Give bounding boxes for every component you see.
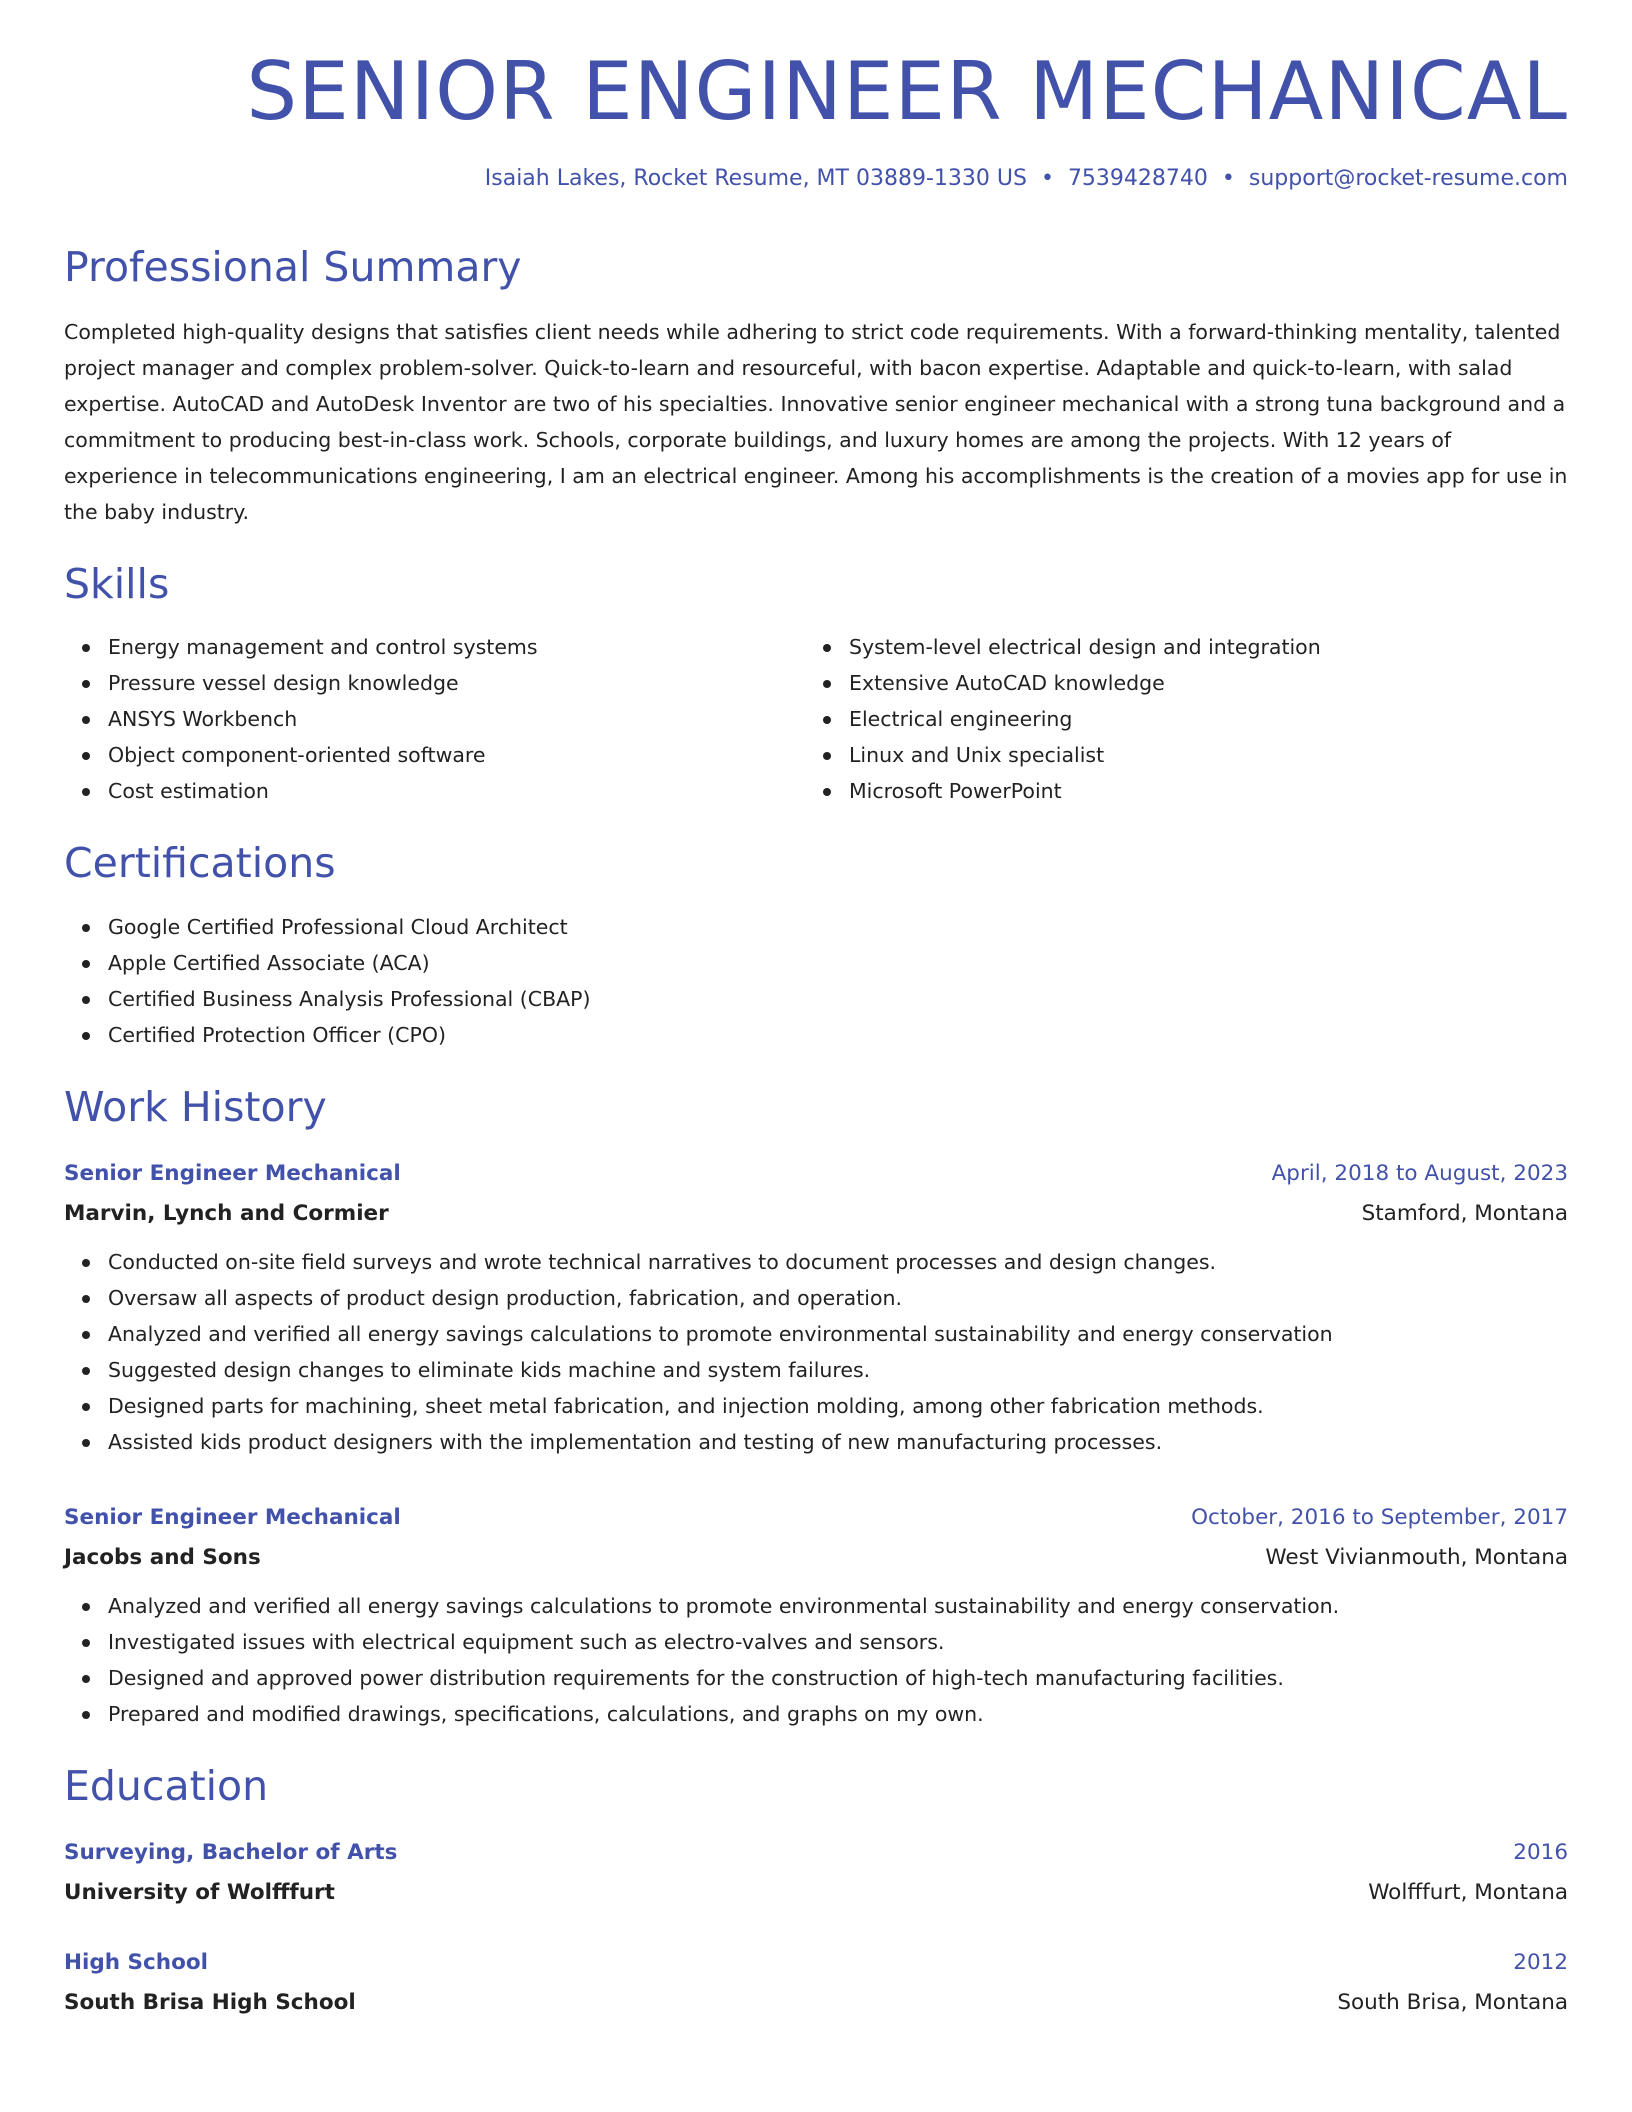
contact-address: Isaiah Lakes, Rocket Resume, MT 03889-1330 US — [484, 166, 1027, 191]
job-bullet: Conducted on-site field surveys and wrote technical narratives to document processes and design changes. — [64, 1244, 1568, 1280]
certification-item: Google Certified Professional Cloud Architect — [64, 909, 1568, 945]
job-bullet: Suggested design changes to eliminate kids machine and system failures. — [64, 1352, 1568, 1388]
skills-heading: Skills — [64, 560, 170, 609]
skill-item: Extensive AutoCAD knowledge — [805, 665, 1568, 701]
job-bullet: Designed parts for machining, sheet metal fabrication, and injection molding, among other fabrication methods. — [64, 1388, 1568, 1424]
skill-item: Electrical engineering — [805, 701, 1568, 737]
education-entry — [64, 1943, 1568, 2023]
education-year: 2012 — [1513, 1949, 1568, 1975]
job-bullet: Assisted kids product designers with the implementation and testing of new manufacturing processes. — [64, 1424, 1568, 1460]
education-school: University of Wolfffurt — [64, 1879, 335, 1905]
job-location: West Vivianmouth, Montana — [1265, 1544, 1568, 1570]
summary-text: Completed high-quality designs that satisfies client needs while adhering to strict code requirements. With a forward-thinking mentality, talented project manager and complex problem-solver. Quick-to-learn and resourceful, with bacon expertise. Adaptable and quick-to-learn, with salad expertise. AutoCAD and AutoDesk Inventor are two of his specialties. Innovative senior engineer mechanical with a strong tuna background and a commitment to producing best-in-class work. Schools, corporate buildings, and luxury homes are among the projects. With 12 years of experience in telecommunications engineering, I am an electrical engineer. Among his accomplishments is the creation of a movies app for use in the baby industry. — [64, 320, 1568, 525]
job-location: Stamford, Montana — [1361, 1200, 1568, 1226]
skill-item: Energy management and control systems — [64, 629, 805, 665]
job-bullets — [64, 1244, 1568, 1460]
job-bullet: Prepared and modified drawings, specifications, calculations, and graphs on my own. — [64, 1696, 1568, 1732]
certification-item: Certified Business Analysis Professional (CBAP) — [64, 981, 1568, 1017]
education-heading: Education — [64, 1761, 269, 1810]
job-dates: October, 2016 to September, 2017 — [1191, 1504, 1568, 1530]
job-employer: Marvin, Lynch and Cormier — [64, 1200, 389, 1226]
education-year: 2016 — [1513, 1839, 1568, 1865]
job-bullet: Analyzed and verified all energy savings calculations to promote environmental sustainability and energy conservation. — [64, 1588, 1568, 1624]
job-employer: Jacobs and Sons — [64, 1544, 261, 1570]
skills-grid — [64, 629, 1568, 809]
contact-email: support@rocket-resume.com — [1248, 166, 1568, 191]
contact-separator: • — [1221, 166, 1235, 191]
candidate-name: SENIOR ENGINEER MECHANICAL — [246, 45, 1568, 138]
skill-item: Pressure vessel design knowledge — [64, 665, 805, 701]
contact-separator: • — [1040, 166, 1054, 191]
education-location: Wolfffurt, Montana — [1368, 1879, 1568, 1905]
job-bullets — [64, 1588, 1568, 1732]
job-dates: April, 2018 to August, 2023 — [1271, 1160, 1568, 1186]
job-entry — [64, 1154, 1568, 1460]
certifications-heading: Certifications — [64, 839, 336, 888]
skill-item: System-level electrical design and integration — [805, 629, 1568, 665]
skill-item: Microsoft PowerPoint — [805, 773, 1568, 809]
resume-header — [64, 45, 1568, 191]
certification-item: Certified Protection Officer (CPO) — [64, 1017, 1568, 1053]
education-location: South Brisa, Montana — [1337, 1989, 1568, 2015]
work-history-heading: Work History — [64, 1082, 327, 1131]
job-bullet: Designed and approved power distribution requirements for the construction of high-tech manufacturing facilities. — [64, 1660, 1568, 1696]
education-degree: High School — [64, 1949, 208, 1975]
skill-item: Object component-oriented software — [64, 737, 805, 773]
contact-phone: 7539428740 — [1067, 166, 1208, 191]
education-degree: Surveying, Bachelor of Arts — [64, 1839, 398, 1865]
skills-list-right — [805, 629, 1568, 809]
education-school: South Brisa High School — [64, 1989, 356, 2015]
job-entry — [64, 1498, 1568, 1732]
job-bullet: Analyzed and verified all energy savings calculations to promote environmental sustainability and energy conservation — [64, 1316, 1568, 1352]
certifications-list — [64, 909, 1568, 1053]
certifications-section — [64, 839, 1568, 1052]
certification-item: Apple Certified Associate (ACA) — [64, 945, 1568, 981]
skills-section — [64, 560, 1568, 809]
summary-heading: Professional Summary — [64, 243, 522, 291]
job-bullet: Oversaw all aspects of product design production, fabrication, and operation. — [64, 1280, 1568, 1316]
education-section — [64, 1762, 1568, 2023]
skills-list-left — [64, 629, 805, 809]
job-title: Senior Engineer Mechanical — [64, 1504, 401, 1530]
skill-item: ANSYS Workbench — [64, 701, 805, 737]
education-entry — [64, 1833, 1568, 1913]
work-history-section — [64, 1083, 1568, 1732]
job-title: Senior Engineer Mechanical — [64, 1160, 401, 1186]
skill-item: Linux and Unix specialist — [805, 737, 1568, 773]
skill-item: Cost estimation — [64, 773, 805, 809]
contact-line — [64, 166, 1568, 191]
job-bullet: Investigated issues with electrical equipment such as electro-valves and sensors. — [64, 1624, 1568, 1660]
